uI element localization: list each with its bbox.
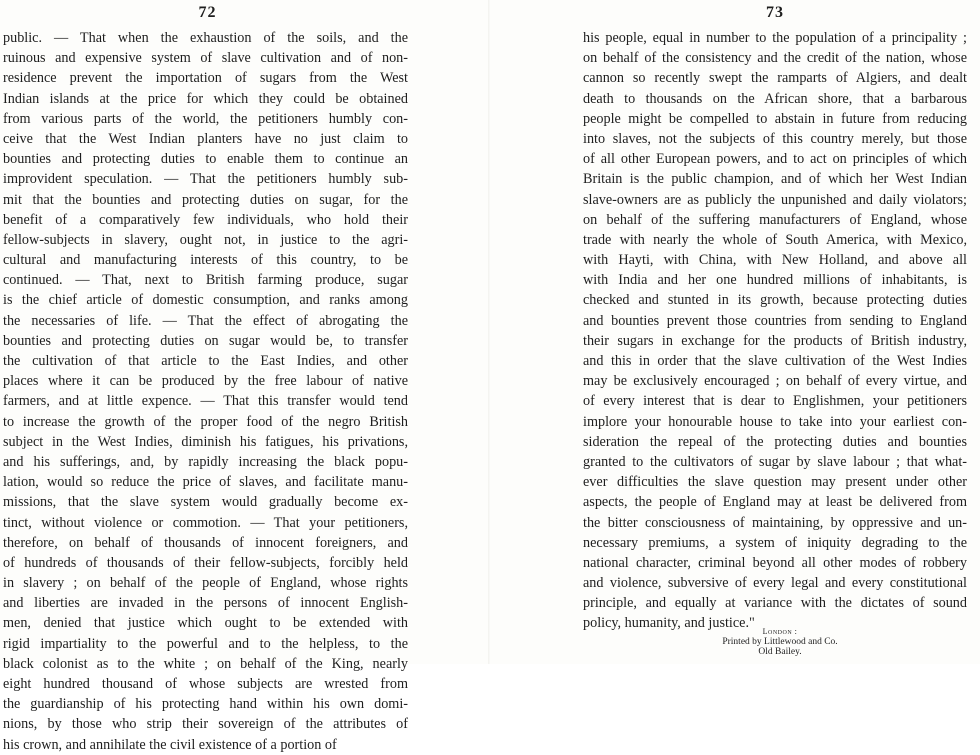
imprint-city: London : [762,627,798,636]
text-line: and violence, subversive of every legal and every constitutional [583,575,967,592]
text-line: eight hundred thousand of whose subjects are wrested from [3,676,408,692]
text-line: rigid impartiality to the powerful and to the helpless, to the [3,635,408,652]
text-line: with Hayti, with China, with New Holland, and above all [583,252,967,269]
text-line: mit that the bounties and protecting duties on sugar, for the [3,191,408,208]
text-line: places where it can be produced by the free labour of native [3,373,408,390]
text-line: bounties and protecting duties to enable them to continue an [3,151,408,168]
text-line: Indian islands at the price for which they could be obtained [3,90,408,107]
text-line: principle, and equally at variance with the dictates of sound [583,595,967,612]
text-line: granted to the cultivators of sugar by slave labour ; that what- [583,453,967,470]
text-line: trade with nearly the whole of South America, with Mexico, [583,231,967,248]
text-line: policy, humanity, and justice." [583,615,755,632]
text-line: tinct, without violence or commotion. — That your petitioners, [3,514,408,531]
text-line: subject in the West Indies, diminish his fatigues, his privations, [3,433,408,450]
text-line: public. — That when the exhaustion of the soils, and the [3,30,408,46]
text-line: death to thousands on the African shore, that a barbarous [583,90,967,107]
text-line: ruinous and expensive system of slave cultivation and of non- [3,50,408,67]
text-line: ever difficulties the slave question may present under other [583,474,967,491]
text-line: Britain is the public champion, and of which her West Indian [583,171,967,188]
text-line: ceive that the West Indian planters have no just claim to [3,130,408,147]
right-page-number: 73 [766,4,784,21]
text-line: and bounties prevent those countries from sending to England [583,312,967,329]
text-line: and liberties are invaded in the persons of innocent English- [3,595,408,612]
text-line: the guardianship of his protecting hand within his own domi- [3,696,408,713]
text-line: the bitter consciousness of maintaining, by oppressive and un- [583,514,967,531]
text-line: sideration the repeal of the protecting duties and bounties [583,433,967,450]
text-line: black colonist as to the white ; on behalf of the King, nearly [3,655,408,672]
text-line: residence prevent the importation of sugars from the West [3,70,408,87]
text-line: the cultivation of that article to the East Indies, and other [3,353,408,369]
text-line: lation, would so reduce the price of slaves, and facilitate manu- [3,474,408,491]
text-line: cannon so recently swept the ramparts of Algiers, and dealt [583,70,967,87]
text-line: benefit of a comparatively few individuals, who hold their [3,211,408,228]
text-line: farmers, and at little expence. — That this transfer would tend [3,393,408,410]
right-page [490,0,980,664]
text-line: missions, that the slave system would gradually become ex- [3,494,408,511]
text-line: of all other European powers, and to act on principles of which [583,151,967,168]
printer-imprint [680,627,880,657]
text-line: slave-owners are as publicly the unpunished and daily violators; [583,191,967,208]
imprint-printer: Printed by Littlewood and Co. [722,637,838,647]
text-line: may be exclusively encouraged ; on behalf of every virtue, and [583,373,967,390]
text-line: on behalf of the suffering manufacturers of England, whose [583,211,967,228]
text-line: therefore, on behalf of thousands of innocent foreigners, and [3,534,408,551]
left-page-number: 72 [198,4,217,21]
text-line: to increase the growth of the proper food of the negro British [3,413,408,430]
text-line: is the chief article of domestic consumption, and ranks among [3,292,408,309]
text-line: aspects, the people of England may at least be delivered from [583,494,967,511]
text-line: nions, by those who strip their sovereign of the attributes of [3,716,408,733]
text-line: bounties and protecting duties on sugar would be, to transfer [3,332,408,349]
left-page [0,0,488,753]
text-line: checked and stunted in its growth, because protecting duties [583,292,967,309]
text-line: on behalf of the consistency and the credit of the nation, whose [583,50,967,67]
text-line: fellow-subjects in slavery, ought not, in justice to the agri- [3,231,408,248]
text-line: continued. — That, next to British farming produce, sugar [3,272,408,289]
text-line: implore your honourable house to take into your earliest con- [583,413,967,430]
text-line: his crown, and annihilate the civil existence of a portion of [3,736,337,753]
text-line: into slaves, not the subjects of this country merely, but those [583,130,967,147]
text-line: necessary premiums, a system of iniquity degrading to the [583,534,967,551]
text-line: people might be compelled to abstain in future from reducing [583,110,967,127]
text-line: men, denied that justice which ought to be extended with [3,615,408,632]
imprint-address: Old Bailey. [758,647,802,657]
text-line: improvident speculation. — That the petitioners humbly sub- [3,171,408,188]
text-line: the necessaries of life. — That the effect of abrogating the [3,312,408,329]
text-line: their sugars in exchange for the products of British industry, [583,332,967,349]
text-line: national character, criminal beyond all other modes of robbery [583,554,967,571]
text-line: cultural and manufacturing interests of this country, to be [3,252,408,269]
text-line: and this in order that the slave cultivation of the West Indies [583,353,967,369]
left-page-text [3,28,408,755]
text-line: his people, equal in number to the population of a principality ; [583,30,967,46]
text-line: in slavery ; on behalf of the people of England, whose rights [3,575,408,592]
text-line: with India and her one hundred millions of inhabitants, is [583,272,967,289]
text-line: of every interest that is dear to Englishmen, your petitioners [583,393,967,410]
right-page-text [583,28,967,634]
text-line: of hundreds of thousands of their fellow-subjects, forcibly held [3,554,408,571]
text-line: from various parts of the world, the petitioners humbly con- [3,110,408,127]
text-line: and his sufferings, and, by rapidly increasing the black popu- [3,453,408,470]
